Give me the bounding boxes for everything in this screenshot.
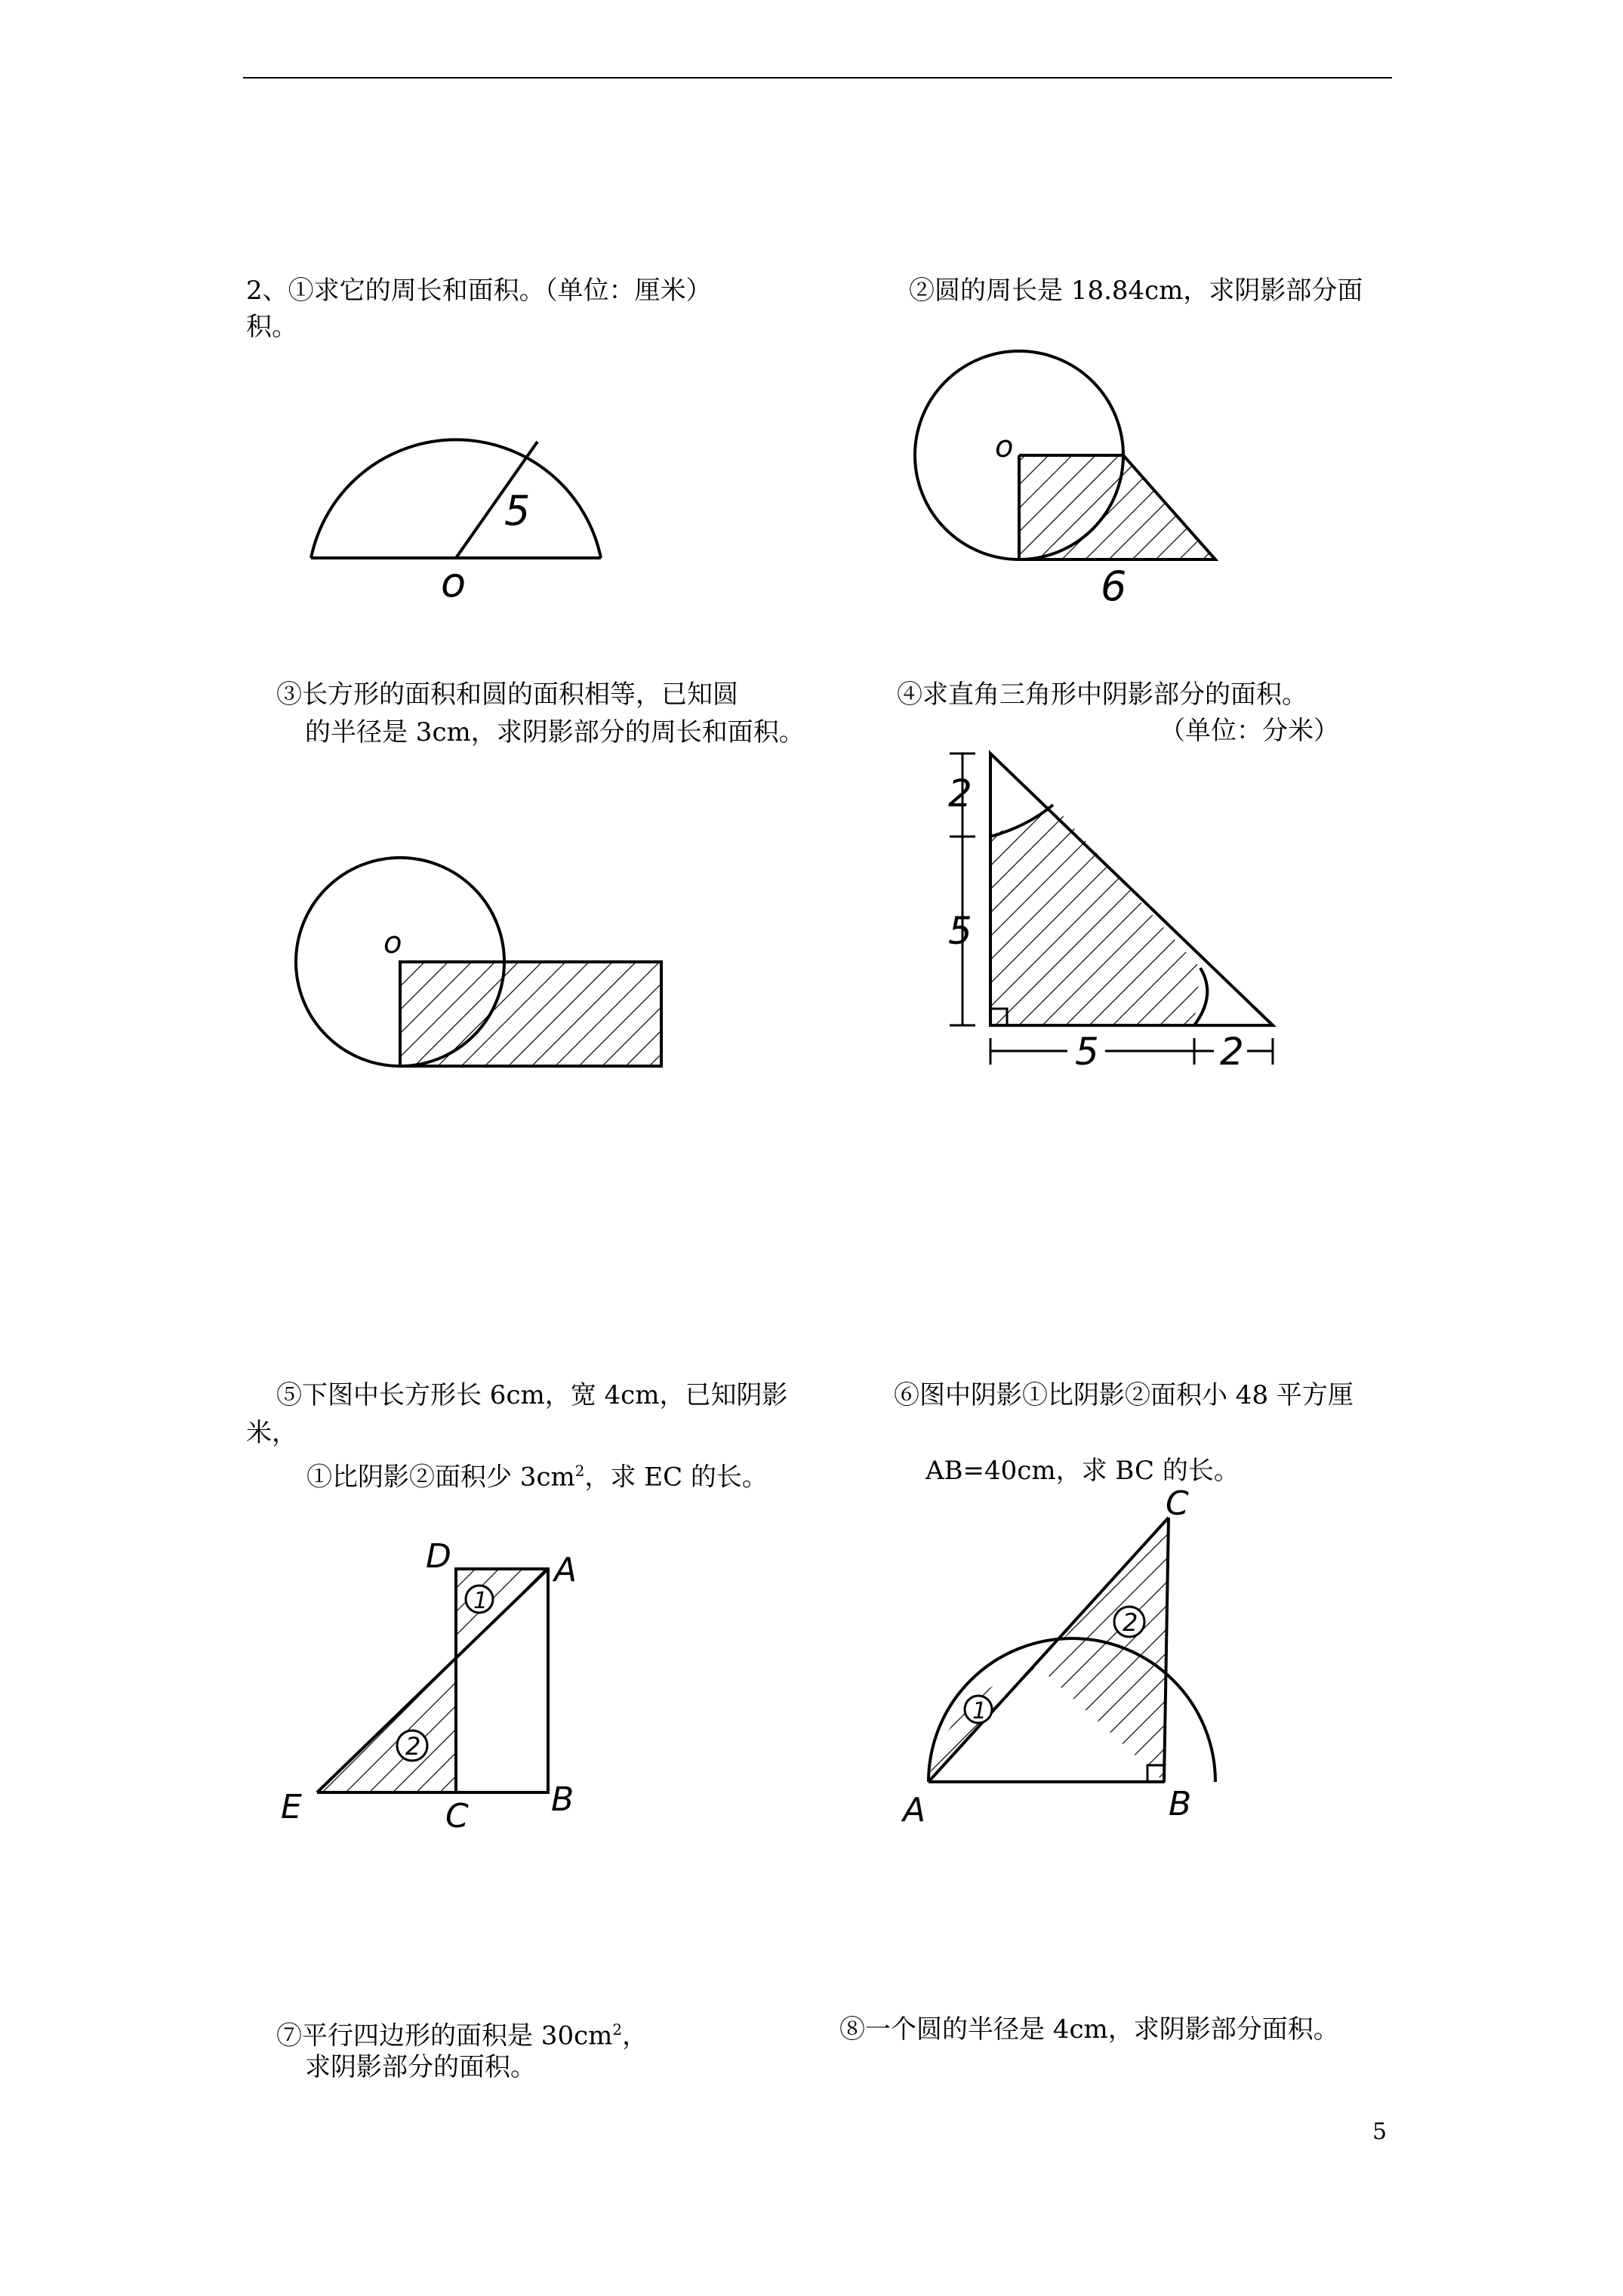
fig4-bottom-right-label: 2 bbox=[1220, 1030, 1244, 1074]
fig5-label-B: B bbox=[551, 1780, 574, 1819]
problem-2-text: ②圆的周长是 18.84cm，求阴影部分面 bbox=[909, 276, 1363, 306]
figure-5-rectangle-triangle bbox=[272, 1525, 604, 1842]
fig4-bottom-left-label: 5 bbox=[1075, 1030, 1099, 1074]
fig6-shaded-region-2 bbox=[1039, 1518, 1169, 1782]
fig5-label-E: E bbox=[281, 1788, 302, 1826]
problem-5-text-wrap: 米， bbox=[246, 1418, 297, 1448]
fig3-center-label: o bbox=[383, 926, 402, 960]
problem-6-text-line2: AB=40cm，求 BC 的长。 bbox=[925, 1456, 1240, 1486]
fig6-label-B: B bbox=[1169, 1785, 1192, 1823]
problem-7-text: ⑦平行四边形的面积是 $30cm^2$， bbox=[276, 2020, 648, 2051]
fig1-arc bbox=[311, 439, 601, 558]
fig6-label-A: A bbox=[903, 1791, 926, 1829]
fig6-region-1-label: 1 bbox=[972, 1698, 987, 1724]
figure-6-semicircle-triangle bbox=[891, 1480, 1223, 1842]
problem-8-text: ⑧一个圆的半径是 4cm，求阴影部分面积。 bbox=[839, 2014, 1339, 2045]
problem-5-text-line3: ①比阴影②面积少 $3cm^2$，求 EC 的长。 bbox=[306, 1462, 768, 1493]
fig1-center-label: o bbox=[441, 559, 467, 606]
problem-6-text: ⑥图中阴影①比阴影②面积小 48 平方厘 bbox=[894, 1380, 1354, 1410]
header-rule bbox=[243, 77, 1392, 79]
problem-7-superscript: 2 bbox=[612, 2020, 623, 2039]
problem-4-unit: （单位：分米） bbox=[1160, 716, 1339, 746]
figure-3-circle-rectangle bbox=[287, 846, 679, 1087]
figure-1-semicircle bbox=[294, 423, 627, 604]
figure-4-right-triangle bbox=[929, 740, 1291, 1087]
fig4-top-label: 2 bbox=[948, 772, 972, 815]
problem-7-text-line2: 求阴影部分的面积。 bbox=[305, 2052, 536, 2082]
fig4-left-label: 5 bbox=[948, 909, 972, 953]
problem-5-text: ⑤下图中长方形长 6cm，宽 4cm，已知阴影 bbox=[276, 1380, 788, 1410]
fig2-base-label: 6 bbox=[1101, 562, 1127, 610]
fig3-shaded-rectangle bbox=[400, 962, 661, 1066]
fig6-label-C: C bbox=[1166, 1484, 1189, 1523]
page-number: 5 bbox=[1372, 2119, 1387, 2145]
problem-1-text-wrap: 积。 bbox=[246, 312, 297, 342]
fig6-region-2-label: 2 bbox=[1123, 1608, 1138, 1637]
problem-3-text: ③长方形的面积和圆的面积相等，已知圆 bbox=[276, 680, 738, 710]
fig5-label-A: A bbox=[554, 1551, 577, 1589]
fig2-center-label: o bbox=[995, 430, 1014, 464]
fig5-label-D: D bbox=[426, 1537, 451, 1576]
fig1-radius-label: 5 bbox=[504, 487, 531, 535]
problem-4-text: ④求直角三角形中阴影部分的面积。 bbox=[897, 680, 1307, 710]
problem-3-text-line2: 的半径是 3cm，求阴影部分的周长和面积。 bbox=[305, 717, 805, 747]
fig4-shaded-region bbox=[990, 805, 1200, 1025]
problem-5-superscript: 2 bbox=[574, 1462, 585, 1480]
fig2-shaded-triangle bbox=[1019, 455, 1215, 559]
figure-2-circle-triangle bbox=[906, 347, 1238, 610]
fig5-region-1-label: 1 bbox=[473, 1588, 488, 1614]
problem-1-text: 2、①求它的周长和面积。（单位：厘米） bbox=[246, 276, 712, 306]
fig5-region-2-label: 2 bbox=[405, 1732, 421, 1761]
fig5-label-C: C bbox=[445, 1797, 469, 1835]
